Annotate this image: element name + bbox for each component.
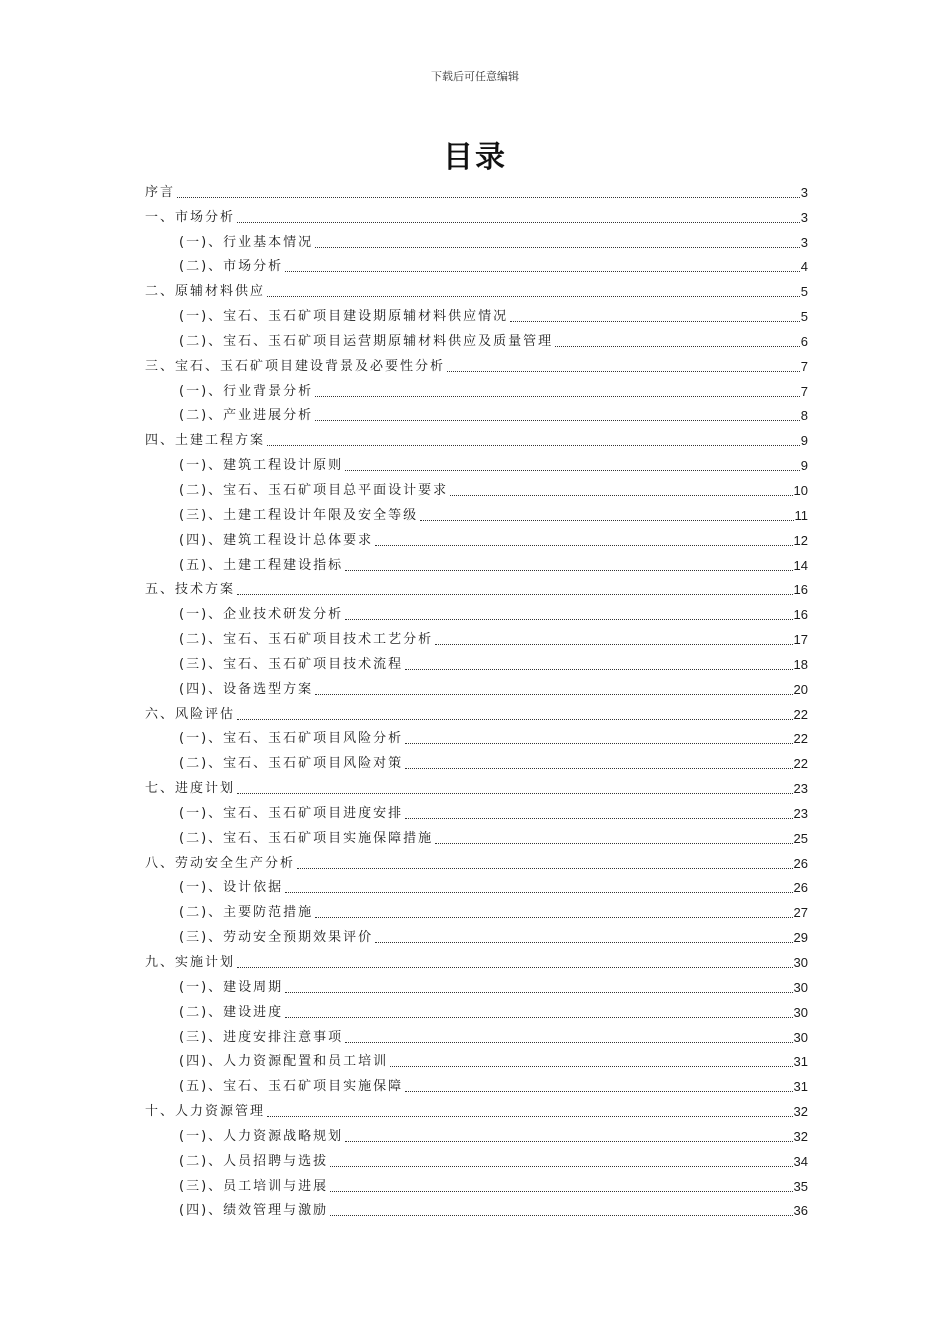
toc-entry-label: 六、风险评估 xyxy=(145,706,236,722)
toc-entry[interactable] xyxy=(145,350,808,375)
toc-entry[interactable] xyxy=(145,176,808,201)
table-of-contents xyxy=(145,176,808,1219)
toc-entry-page-number: 6 xyxy=(800,333,808,349)
page-header: 下载后可任意编辑 xyxy=(431,70,519,83)
toc-entry-label: 九、实施计划 xyxy=(145,955,236,970)
toc-entry[interactable] xyxy=(145,499,808,524)
toc-entry-page-number: 30 xyxy=(793,979,808,995)
toc-entry-label: (二)、产业进展分析 xyxy=(179,408,314,424)
toc-entry-label: (二)、宝石、玉石矿项目技术工艺分析 xyxy=(179,632,434,648)
toc-entry-label: (一)、建筑工程设计原则 xyxy=(179,458,344,474)
toc-entry-page-number: 18 xyxy=(793,656,808,672)
toc-entry[interactable] xyxy=(145,1021,808,1046)
toc-entry-page-number: 14 xyxy=(793,557,808,573)
toc-dot-leader xyxy=(237,792,793,794)
toc-entry-page-number: 30 xyxy=(793,1004,808,1020)
toc-entry-label: (一)、行业基本情况 xyxy=(179,234,314,250)
toc-entry-page-number: 4 xyxy=(800,259,808,275)
toc-dot-leader xyxy=(345,469,800,471)
toc-entry-page-number: 7 xyxy=(800,383,808,399)
toc-entry-page-number: 35 xyxy=(793,1178,808,1194)
toc-entry[interactable] xyxy=(145,524,808,549)
toc-entry-label: (四)、人力资源配置和员工培训 xyxy=(179,1054,389,1070)
toc-dot-leader xyxy=(345,569,792,571)
toc-entry-label: 序言 xyxy=(145,184,176,200)
toc-entry[interactable] xyxy=(145,1070,808,1095)
toc-dot-leader xyxy=(315,916,792,918)
toc-entry[interactable] xyxy=(145,673,808,698)
toc-dot-leader xyxy=(375,544,792,546)
toc-entry-label: (一)、宝石、玉石矿项目风险分析 xyxy=(179,731,404,747)
toc-entry-label: (二)、人员招聘与选拔 xyxy=(179,1153,329,1169)
toc-entry[interactable] xyxy=(145,424,808,449)
toc-entry-label: (五)、土建工程建设指标 xyxy=(179,557,344,573)
toc-entry-label: 七、进度计划 xyxy=(145,781,236,797)
toc-dot-leader xyxy=(267,295,800,297)
toc-entry-page-number: 3 xyxy=(800,234,808,250)
toc-dot-leader xyxy=(267,444,800,446)
toc-entry[interactable] xyxy=(145,921,808,946)
toc-entry-label: (一)、人力资源战略规划 xyxy=(179,1128,344,1144)
toc-entry[interactable] xyxy=(145,996,808,1021)
toc-entry-page-number: 8 xyxy=(800,408,808,424)
toc-entry[interactable] xyxy=(145,549,808,574)
toc-entry-label: (四)、建筑工程设计总体要求 xyxy=(179,532,374,548)
toc-entry[interactable] xyxy=(145,251,808,276)
toc-entry[interactable] xyxy=(145,1170,808,1195)
page-title: 目录 xyxy=(443,140,507,175)
toc-entry-label: (一)、宝石、玉石矿项目进度安排 xyxy=(179,805,404,821)
toc-entry-page-number: 26 xyxy=(793,855,808,871)
toc-dot-leader xyxy=(345,1041,792,1043)
toc-entry-page-number: 22 xyxy=(793,731,808,747)
toc-entry-label: (二)、市场分析 xyxy=(179,259,284,275)
toc-entry-page-number: 16 xyxy=(793,582,808,598)
toc-entry[interactable] xyxy=(145,375,808,400)
toc-dot-leader xyxy=(237,221,800,223)
toc-entry-label: (一)、企业技术研发分析 xyxy=(179,607,344,623)
toc-dot-leader xyxy=(435,842,792,844)
toc-entry-label: 三、宝石、玉石矿项目建设背景及必要性分析 xyxy=(145,358,446,374)
toc-dot-leader xyxy=(315,419,800,421)
toc-dot-leader xyxy=(285,1016,792,1018)
toc-entry-page-number: 7 xyxy=(800,358,808,374)
toc-dot-leader xyxy=(237,718,793,720)
toc-entry[interactable] xyxy=(145,1120,808,1145)
toc-entry-label: (二)、建设进度 xyxy=(179,1004,284,1020)
toc-entry-label: (二)、宝石、玉石矿项目风险对策 xyxy=(179,756,404,772)
toc-entry-page-number: 12 xyxy=(793,532,808,548)
toc-entry-label: (一)、建设周期 xyxy=(179,979,284,995)
toc-entry-label: (二)、主要防范措施 xyxy=(179,905,314,921)
toc-dot-leader xyxy=(435,643,792,645)
toc-entry-label: (二)、宝石、玉石矿项目运营期原辅材料供应及质量管理 xyxy=(179,333,554,349)
toc-dot-leader xyxy=(405,1090,792,1092)
toc-entry-page-number: 10 xyxy=(793,482,808,498)
toc-dot-leader xyxy=(315,246,800,248)
toc-entry-page-number: 25 xyxy=(793,830,808,846)
toc-entry[interactable] xyxy=(145,747,808,772)
toc-dot-leader xyxy=(405,817,792,819)
toc-entry[interactable] xyxy=(145,822,808,847)
toc-entry-label: (一)、设计依据 xyxy=(179,880,284,896)
toc-dot-leader xyxy=(330,1165,792,1167)
toc-entry[interactable] xyxy=(145,1046,808,1071)
toc-entry-page-number: 5 xyxy=(800,284,808,300)
toc-entry[interactable] xyxy=(145,275,808,300)
toc-entry-page-number: 23 xyxy=(793,781,808,797)
toc-entry-page-number: 17 xyxy=(793,632,808,648)
toc-entry[interactable] xyxy=(145,300,808,325)
toc-entry[interactable] xyxy=(145,847,808,872)
toc-dot-leader xyxy=(345,1140,792,1142)
toc-entry[interactable] xyxy=(145,226,808,251)
toc-entry-page-number: 30 xyxy=(793,955,808,970)
toc-entry-label: (二)、宝石、玉石矿项目总平面设计要求 xyxy=(179,482,449,498)
toc-dot-leader xyxy=(237,966,793,968)
toc-entry[interactable] xyxy=(145,723,808,748)
toc-entry-label: (一)、行业背景分析 xyxy=(179,383,314,399)
toc-entry-page-number: 20 xyxy=(793,681,808,697)
toc-entry-page-number: 5 xyxy=(800,309,808,325)
toc-entry-page-number: 3 xyxy=(800,184,808,200)
toc-dot-leader xyxy=(315,693,792,695)
toc-dot-leader xyxy=(285,270,800,272)
toc-entry-page-number: 32 xyxy=(793,1104,808,1120)
toc-entry-label: (五)、宝石、玉石矿项目实施保障 xyxy=(179,1079,404,1095)
toc-entry[interactable] xyxy=(145,872,808,897)
toc-dot-leader xyxy=(297,867,793,869)
toc-entry[interactable] xyxy=(145,474,808,499)
toc-entry-label: (三)、进度安排注意事项 xyxy=(179,1029,344,1045)
toc-entry-page-number: 3 xyxy=(800,209,808,225)
toc-dot-leader xyxy=(267,1115,793,1117)
toc-dot-leader xyxy=(177,196,800,198)
toc-entry[interactable] xyxy=(145,797,808,822)
toc-dot-leader xyxy=(285,891,792,893)
toc-entry-page-number: 30 xyxy=(793,1029,808,1045)
toc-entry-page-number: 16 xyxy=(793,607,808,623)
toc-entry-page-number: 29 xyxy=(793,930,808,946)
toc-entry-label: 一、市场分析 xyxy=(145,209,236,225)
toc-entry[interactable] xyxy=(145,896,808,921)
toc-entry-page-number: 36 xyxy=(793,1203,808,1219)
toc-entry-page-number: 11 xyxy=(794,507,808,523)
toc-dot-leader xyxy=(375,941,792,943)
toc-entry[interactable] xyxy=(145,325,808,350)
toc-entry-page-number: 9 xyxy=(800,458,808,474)
toc-entry[interactable] xyxy=(145,623,808,648)
toc-dot-leader xyxy=(330,1214,792,1216)
toc-entry-label: 五、技术方案 xyxy=(145,582,236,598)
toc-entry-label: (三)、宝石、玉石矿项目技术流程 xyxy=(179,656,404,672)
toc-entry[interactable] xyxy=(145,598,808,623)
toc-dot-leader xyxy=(405,668,792,670)
toc-entry-label: (一)、宝石、玉石矿项目建设期原辅材料供应情况 xyxy=(179,309,509,325)
toc-entry[interactable] xyxy=(145,1145,808,1170)
toc-entry-label: (四)、设备选型方案 xyxy=(179,681,314,697)
toc-dot-leader xyxy=(285,991,792,993)
toc-entry-label: 四、土建工程方案 xyxy=(145,433,266,449)
toc-dot-leader xyxy=(330,1190,792,1192)
toc-dot-leader xyxy=(510,320,800,322)
toc-entry-label: (四)、绩效管理与激励 xyxy=(179,1203,329,1219)
toc-entry[interactable] xyxy=(145,449,808,474)
toc-entry-page-number: 31 xyxy=(793,1054,808,1070)
toc-entry[interactable] xyxy=(145,648,808,673)
toc-entry[interactable] xyxy=(145,772,808,797)
toc-entry-page-number: 27 xyxy=(793,905,808,921)
toc-entry[interactable] xyxy=(145,201,808,226)
toc-dot-leader xyxy=(405,742,792,744)
toc-entry[interactable] xyxy=(145,971,808,996)
toc-entry-page-number: 32 xyxy=(793,1128,808,1144)
toc-dot-leader xyxy=(447,370,800,372)
toc-entry-label: 二、原辅材料供应 xyxy=(145,284,266,300)
toc-entry-page-number: 23 xyxy=(793,805,808,821)
toc-entry-page-number: 22 xyxy=(793,706,808,722)
toc-entry-page-number: 9 xyxy=(800,433,808,449)
toc-entry-page-number: 34 xyxy=(793,1153,808,1169)
toc-entry[interactable] xyxy=(145,400,808,425)
toc-dot-leader xyxy=(345,618,792,620)
toc-dot-leader xyxy=(390,1065,792,1067)
toc-entry-label: (三)、土建工程设计年限及安全等级 xyxy=(179,507,419,523)
toc-dot-leader xyxy=(237,593,793,595)
toc-entry-label: (三)、员工培训与进展 xyxy=(179,1178,329,1194)
toc-dot-leader xyxy=(420,519,793,521)
toc-entry[interactable] xyxy=(145,1095,808,1120)
toc-dot-leader xyxy=(405,767,792,769)
toc-entry-label: 八、劳动安全生产分析 xyxy=(145,855,296,871)
toc-entry-label: (三)、劳动安全预期效果评价 xyxy=(179,930,374,946)
toc-dot-leader xyxy=(315,395,800,397)
toc-entry-page-number: 31 xyxy=(793,1079,808,1095)
toc-entry[interactable] xyxy=(145,574,808,599)
toc-entry[interactable] xyxy=(145,1195,808,1220)
toc-entry[interactable] xyxy=(145,698,808,723)
toc-dot-leader xyxy=(555,345,800,347)
toc-entry-page-number: 22 xyxy=(793,756,808,772)
toc-entry-label: (二)、宝石、玉石矿项目实施保障措施 xyxy=(179,830,434,846)
toc-dot-leader xyxy=(450,494,792,496)
toc-entry-label: 十、人力资源管理 xyxy=(145,1104,266,1120)
toc-entry[interactable] xyxy=(145,946,808,971)
toc-entry-page-number: 26 xyxy=(793,880,808,896)
